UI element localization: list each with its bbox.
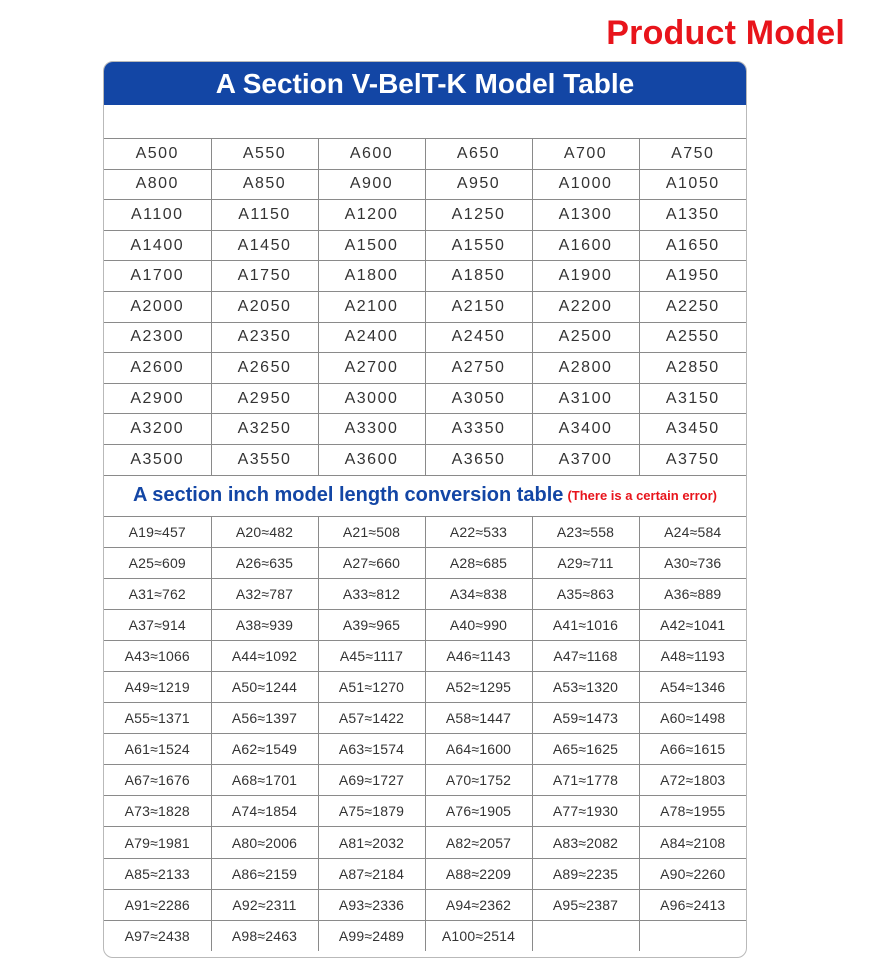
model-row: [104, 414, 746, 445]
table-cell: A2750: [425, 353, 532, 384]
table-cell: A3600: [318, 444, 425, 475]
table-cell: A2550: [639, 322, 746, 353]
table-cell: A500: [104, 139, 211, 169]
table-cell: A24≈584: [639, 517, 746, 548]
table-cell: A63≈1574: [318, 734, 425, 765]
table-cell: A2000: [104, 291, 211, 322]
table-cell: A89≈2235: [532, 858, 639, 889]
table-cell: A58≈1447: [425, 703, 532, 734]
table-cell: A78≈1955: [639, 796, 746, 827]
table-cell: A94≈2362: [425, 889, 532, 920]
table-cell: A77≈1930: [532, 796, 639, 827]
table-cell: A73≈1828: [104, 796, 211, 827]
table-cell: A2950: [211, 383, 318, 414]
table-cell: A69≈1727: [318, 765, 425, 796]
table-cell: A55≈1371: [104, 703, 211, 734]
table-cell: A950: [425, 169, 532, 200]
conversion-row: [104, 889, 746, 920]
table-cell: A3400: [532, 414, 639, 445]
table-cell: A62≈1549: [211, 734, 318, 765]
table-cell: A80≈2006: [211, 827, 318, 858]
table-cell: A35≈863: [532, 578, 639, 609]
table-cell: A65≈1625: [532, 734, 639, 765]
model-row: [104, 322, 746, 353]
table-cell: A1500: [318, 230, 425, 261]
table-cell: A51≈1270: [318, 672, 425, 703]
table-cell: A1800: [318, 261, 425, 292]
table-cell: A40≈990: [425, 609, 532, 640]
table-cell: A1000: [532, 169, 639, 200]
model-row: [104, 230, 746, 261]
table-cell: A2050: [211, 291, 318, 322]
table-cell: A2500: [532, 322, 639, 353]
table-cell: A2650: [211, 353, 318, 384]
table-cell: A2450: [425, 322, 532, 353]
table-cell: A23≈558: [532, 517, 639, 548]
table-cell: A2850: [639, 353, 746, 384]
table-cell: A20≈482: [211, 517, 318, 548]
table-cell: A100≈2514: [425, 920, 532, 951]
table-cell: A44≈1092: [211, 640, 318, 671]
table-cell: A1300: [532, 200, 639, 231]
table-cell: A3500: [104, 444, 211, 475]
table-cell: A2900: [104, 383, 211, 414]
table-cell: A34≈838: [425, 578, 532, 609]
table-cell: A3450: [639, 414, 746, 445]
table-cell: A50≈1244: [211, 672, 318, 703]
table-cell: A25≈609: [104, 547, 211, 578]
table-cell: A550: [211, 139, 318, 169]
table-cell: A85≈2133: [104, 858, 211, 889]
conversion-row: [104, 827, 746, 858]
table-cell: A1200: [318, 200, 425, 231]
table-cell: A3300: [318, 414, 425, 445]
table-cell: A800: [104, 169, 211, 200]
conversion-section-title: [104, 476, 746, 517]
table-cell: A1400: [104, 230, 211, 261]
table-cell: A1250: [425, 200, 532, 231]
conversion-table: [104, 517, 746, 951]
table-cell: A64≈1600: [425, 734, 532, 765]
table-cell: A99≈2489: [318, 920, 425, 951]
product-model-title: Product Model: [606, 14, 845, 52]
table-cell: A2350: [211, 322, 318, 353]
table-cell: A83≈2082: [532, 827, 639, 858]
conversion-row: [104, 640, 746, 671]
table-cell: A75≈1879: [318, 796, 425, 827]
table-cell: A48≈1193: [639, 640, 746, 671]
table-cell: A81≈2032: [318, 827, 425, 858]
table-cell: A52≈1295: [425, 672, 532, 703]
conversion-row: [104, 765, 746, 796]
conversion-row: [104, 547, 746, 578]
conversion-row: [104, 672, 746, 703]
conversion-row: [104, 734, 746, 765]
table-cell: A92≈2311: [211, 889, 318, 920]
conversion-row: [104, 517, 746, 548]
model-row: [104, 444, 746, 475]
table-cell: A90≈2260: [639, 858, 746, 889]
table-cell: A33≈812: [318, 578, 425, 609]
table-cell: A45≈1117: [318, 640, 425, 671]
table-cell: A3550: [211, 444, 318, 475]
conversion-row: [104, 609, 746, 640]
table-cell: A1100: [104, 200, 211, 231]
conversion-note: (There is a certain error): [567, 488, 717, 504]
conversion-row: [104, 920, 746, 951]
table-cell: A2100: [318, 291, 425, 322]
table-cell: A31≈762: [104, 578, 211, 609]
table-cell: A41≈1016: [532, 609, 639, 640]
table-cell: [639, 920, 746, 951]
table-cell: A56≈1397: [211, 703, 318, 734]
table-cell: A2800: [532, 353, 639, 384]
table-cell: A650: [425, 139, 532, 169]
conversion-row: [104, 703, 746, 734]
table-cell: A3250: [211, 414, 318, 445]
table-cell: A84≈2108: [639, 827, 746, 858]
table-cell: A21≈508: [318, 517, 425, 548]
table-cell: A91≈2286: [104, 889, 211, 920]
table-cell: A71≈1778: [532, 765, 639, 796]
table-cell: A600: [318, 139, 425, 169]
table-cell: A1700: [104, 261, 211, 292]
table-cell: A2700: [318, 353, 425, 384]
table-cell: A850: [211, 169, 318, 200]
table-cell: A42≈1041: [639, 609, 746, 640]
table-cell: A26≈635: [211, 547, 318, 578]
table-cell: A82≈2057: [425, 827, 532, 858]
conversion-title: A section inch model length conversion table: [132, 484, 564, 507]
table-cell: A2600: [104, 353, 211, 384]
model-row: [104, 353, 746, 384]
table-cell: A61≈1524: [104, 734, 211, 765]
table-cell: A98≈2463: [211, 920, 318, 951]
model-row: [104, 139, 746, 169]
table-cell: A3050: [425, 383, 532, 414]
table-cell: A43≈1066: [104, 640, 211, 671]
table-cell: A95≈2387: [532, 889, 639, 920]
table-cell: A59≈1473: [532, 703, 639, 734]
conversion-row: [104, 578, 746, 609]
table-cell: A49≈1219: [104, 672, 211, 703]
conversion-row: [104, 858, 746, 889]
model-table-card: [103, 61, 747, 958]
table-cell: A3200: [104, 414, 211, 445]
table-cell: A36≈889: [639, 578, 746, 609]
table-cell: A2150: [425, 291, 532, 322]
table-cell: A1450: [211, 230, 318, 261]
table-cell: A1750: [211, 261, 318, 292]
table-cell: A93≈2336: [318, 889, 425, 920]
table-cell: A32≈787: [211, 578, 318, 609]
table-cell: A1600: [532, 230, 639, 261]
table-cell: A86≈2159: [211, 858, 318, 889]
table-cell: A3650: [425, 444, 532, 475]
table-cell: A76≈1905: [425, 796, 532, 827]
table-cell: A46≈1143: [425, 640, 532, 671]
table-cell: A2200: [532, 291, 639, 322]
table-cell: A57≈1422: [318, 703, 425, 734]
table-cell: A3150: [639, 383, 746, 414]
table-cell: A750: [639, 139, 746, 169]
model-row: [104, 200, 746, 231]
table-cell: A3750: [639, 444, 746, 475]
table-cell: A1050: [639, 169, 746, 200]
blank-row: [104, 105, 746, 139]
table-cell: A47≈1168: [532, 640, 639, 671]
model-row: [104, 291, 746, 322]
table-cell: A53≈1320: [532, 672, 639, 703]
conversion-row: [104, 796, 746, 827]
table-cell: A3100: [532, 383, 639, 414]
table-cell: A72≈1803: [639, 765, 746, 796]
table-cell: A96≈2413: [639, 889, 746, 920]
table-cell: A2250: [639, 291, 746, 322]
table-cell: A1350: [639, 200, 746, 231]
table-cell: A2300: [104, 322, 211, 353]
table-cell: A1950: [639, 261, 746, 292]
table-cell: A700: [532, 139, 639, 169]
table-cell: A87≈2184: [318, 858, 425, 889]
model-row: [104, 383, 746, 414]
table-cell: A3700: [532, 444, 639, 475]
model-row: [104, 169, 746, 200]
table-cell: A37≈914: [104, 609, 211, 640]
table-cell: A900: [318, 169, 425, 200]
table-cell: A38≈939: [211, 609, 318, 640]
table-cell: A68≈1701: [211, 765, 318, 796]
model-row: [104, 261, 746, 292]
table-cell: A39≈965: [318, 609, 425, 640]
table-cell: A29≈711: [532, 547, 639, 578]
table-cell: A30≈736: [639, 547, 746, 578]
table-cell: A19≈457: [104, 517, 211, 548]
table-cell: A97≈2438: [104, 920, 211, 951]
table-cell: A1550: [425, 230, 532, 261]
table-cell: A60≈1498: [639, 703, 746, 734]
table-cell: A1150: [211, 200, 318, 231]
table-cell: A1900: [532, 261, 639, 292]
table-cell: A79≈1981: [104, 827, 211, 858]
table-cell: A1650: [639, 230, 746, 261]
table-cell: A3350: [425, 414, 532, 445]
table-cell: A67≈1676: [104, 765, 211, 796]
table-cell: A27≈660: [318, 547, 425, 578]
table-cell: A1850: [425, 261, 532, 292]
table-cell: A2400: [318, 322, 425, 353]
table-cell: [532, 920, 639, 951]
table-title: A Section V-BelT-K Model Table: [104, 62, 746, 105]
table-cell: A22≈533: [425, 517, 532, 548]
model-table: [104, 139, 746, 476]
table-cell: A3000: [318, 383, 425, 414]
table-cell: A54≈1346: [639, 672, 746, 703]
table-cell: A74≈1854: [211, 796, 318, 827]
table-cell: A88≈2209: [425, 858, 532, 889]
table-cell: A28≈685: [425, 547, 532, 578]
table-cell: A66≈1615: [639, 734, 746, 765]
table-cell: A70≈1752: [425, 765, 532, 796]
